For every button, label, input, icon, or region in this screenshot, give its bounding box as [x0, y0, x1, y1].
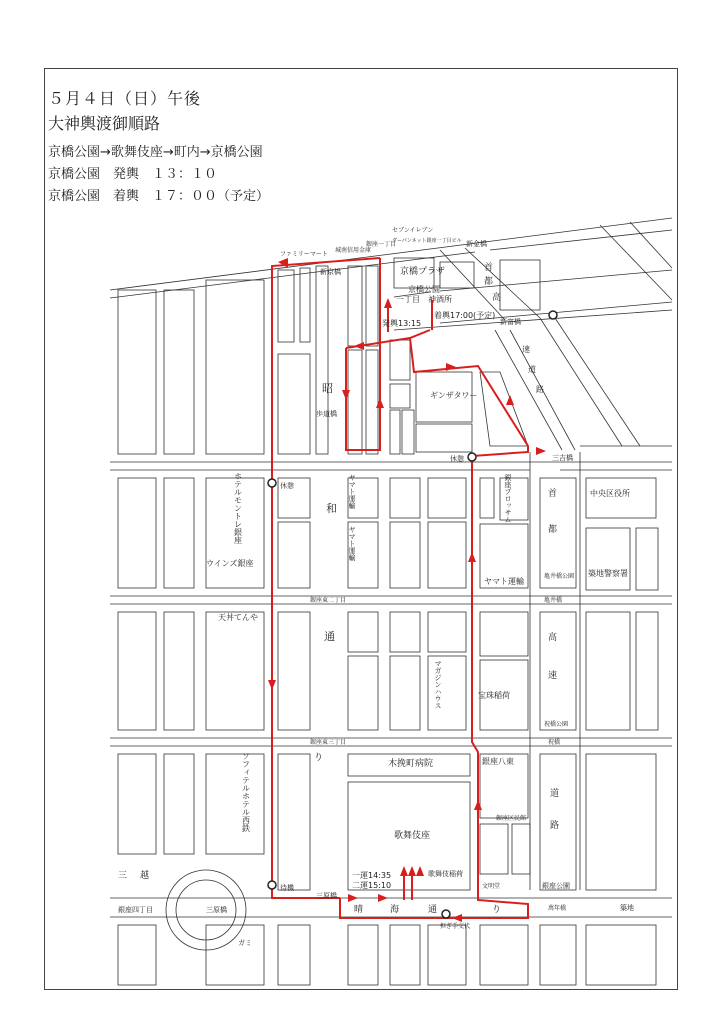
label-ri: り — [314, 753, 324, 763]
departure-info: 京橋公園 発輿 １３：１０ — [48, 167, 218, 182]
label-kyobashi-plaza: 京橋プラザ — [400, 267, 446, 277]
label-family-mart: ファミリーマート — [280, 251, 328, 258]
label-ginza-8: 銀座八東 — [482, 757, 514, 766]
rest-marker — [549, 311, 557, 319]
rest-marker — [268, 881, 276, 889]
label-yamato2: ヤマト運輸 — [348, 526, 356, 561]
label-ginza-4: 銀座四丁目 — [118, 906, 153, 914]
label-wa: 和 — [326, 502, 337, 515]
label-mitsukoshi-2: 越 — [140, 871, 150, 881]
label-rest2: 休憩 — [450, 455, 464, 463]
label-soku2: 速 — [548, 671, 558, 681]
map-labels — [118, 226, 634, 947]
label-ginza-minkan: 銀座区民館 — [496, 815, 527, 822]
label-yamato3: ヤマト運輸 — [484, 577, 524, 586]
label-sanharabashi: 三原橋 — [316, 892, 337, 900]
label-tsukiji: 築地 — [620, 904, 634, 912]
label-ginza-east-3: 銀座東三丁目 — [310, 739, 347, 746]
label-umi: 海 — [390, 905, 400, 915]
label-winds: ウインズ銀座 — [206, 559, 254, 568]
arrival-info: 京橋公園 着輿 １７：００（予定） — [48, 189, 270, 204]
label-ro2: 路 — [550, 821, 560, 831]
label-hotel-monterey: ホテルモントレ銀座 — [233, 472, 243, 544]
label-shinfu-bridge: 新富橋 — [500, 318, 521, 326]
label-shuto-kou: 首 — [484, 263, 494, 273]
label-kyobashi-park: 京橋公園 — [408, 285, 440, 294]
label-kabuki-inari: 歌舞伎稲荷 — [428, 870, 463, 878]
label-minami-bridge: 萬年橋 — [548, 905, 567, 912]
label-taka2: 高 — [548, 633, 558, 643]
label-ginza-tower: ギンザタワー — [430, 391, 478, 400]
page-title: 大神輿渡御順路 — [48, 114, 161, 133]
label-ginza-park: 銀座公園 — [542, 882, 570, 890]
label-shinkyo-bridge: 新京橋 — [320, 268, 341, 276]
label-ginza-top: 銀座一丁目 — [366, 241, 397, 248]
label-kobiki-hospital: 木挽町病院 — [388, 759, 434, 769]
rest-marker — [268, 479, 276, 487]
label-kamei-park: 亀井橋公園 — [544, 573, 575, 580]
label-departure-time: 発輿13:15 — [382, 319, 422, 328]
label-rest1: 休憩 — [280, 482, 294, 490]
label-rest3: 待機 — [280, 884, 294, 892]
label-bearer-change: 担ぎ手交代 — [440, 923, 471, 930]
label-time1: 一運14:35 — [352, 871, 392, 880]
label-bunkado: 文明堂 — [482, 883, 501, 890]
street-grid — [110, 218, 672, 985]
label-shuto2: 首 — [548, 489, 558, 499]
header-date: ５月４日（日）午後 — [48, 89, 202, 108]
label-seven: セブンイレブン — [392, 227, 434, 234]
label-magazine: マガジンハウス — [434, 660, 442, 709]
label-expressway-ro: 路 — [536, 385, 544, 394]
label-iwai-bridge: 祝橋 — [548, 739, 561, 746]
label-tendon: 天丼てんや — [218, 613, 258, 622]
label-sanhara2: 三原橋 — [206, 906, 227, 914]
label-prossam: 銀座プロッサム — [504, 474, 512, 523]
label-gami: ガミ — [238, 939, 252, 947]
label-time2: 二運15:10 — [352, 881, 392, 890]
label-hodo-bridge: 歩道橋 — [316, 410, 337, 418]
label-do2: 道 — [550, 789, 560, 799]
label-ginza-east-2: 銀座東二丁目 — [310, 597, 347, 604]
label-shinkin-bridge: 新金橋 — [466, 240, 487, 248]
label-kamei-bridge: 亀井橋 — [544, 597, 563, 604]
label-chuo-office: 中央区役所 — [590, 489, 630, 498]
rest-marker — [442, 910, 450, 918]
label-sofitel: ソフィテルホテル西鉄 — [241, 752, 251, 832]
route-summary: 京橋公園→歌舞伎座→町内→京橋公園 — [48, 145, 263, 160]
label-shuto-taka: 高 — [492, 293, 502, 303]
label-itchome: 一丁目 — [396, 295, 420, 304]
label-tsukiji-police: 築地警察署 — [588, 569, 628, 578]
label-iwai-park: 祝橋公園 — [544, 721, 569, 728]
label-yamato1: ヤマト運輸 — [348, 474, 356, 509]
label-shuto-to: 都 — [484, 277, 494, 287]
label-kabukiza: 歌舞伎座 — [394, 831, 431, 841]
label-shinsaisho: 神酒所 — [428, 295, 452, 304]
label-tori: 通 — [324, 630, 335, 643]
label-dori: 通 — [428, 905, 438, 915]
route-map — [44, 68, 678, 990]
label-mitsukoshi-1: 三 — [118, 871, 128, 881]
label-hoju: 宝珠稲荷 — [478, 691, 510, 700]
label-ri2: り — [492, 905, 502, 915]
label-haru: 晴 — [354, 905, 364, 915]
label-expressway-do: 道 — [528, 365, 536, 374]
label-to2: 都 — [548, 525, 558, 535]
rest-marker — [468, 453, 476, 461]
label-shinkin: 城南信用金庫 — [335, 247, 372, 254]
label-sho: 昭 — [322, 382, 333, 395]
label-expressway: 速 — [522, 345, 530, 354]
label-ginza-kyobashi: ダーパンネット銀座一丁目ビル — [392, 238, 462, 244]
label-arrival-time: 着輿17:00(予定) — [434, 311, 496, 320]
label-sankichi-bridge: 三吉橋 — [552, 454, 573, 462]
